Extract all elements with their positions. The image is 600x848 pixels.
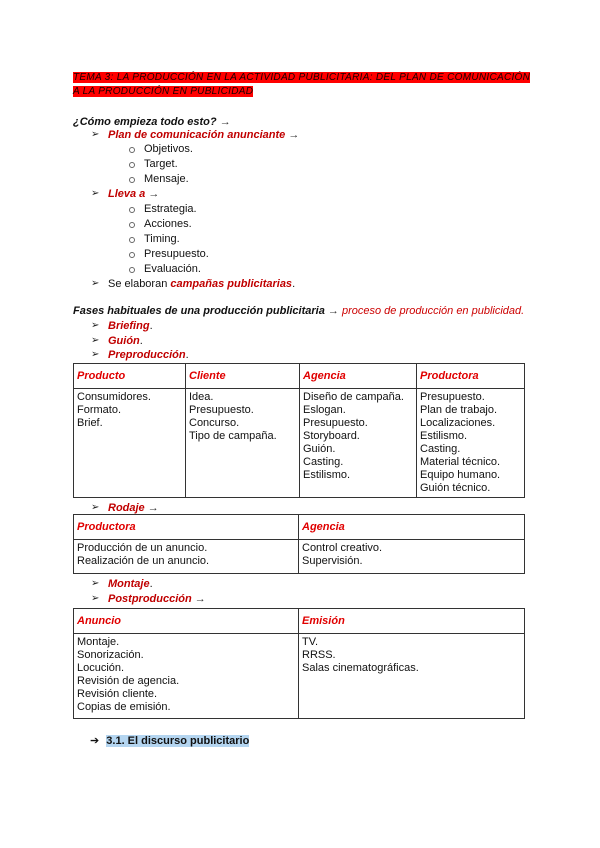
table-cell: Idea. Presupuesto. Concurso. Tipo de campaña. xyxy=(186,389,300,498)
table-header-row xyxy=(74,609,525,634)
circle-bullet-icon xyxy=(129,222,135,228)
right-arrow-icon: → xyxy=(148,188,160,200)
list-item: Timing. xyxy=(144,233,180,245)
heavy-right-arrow-icon: ➔ xyxy=(90,735,100,747)
circle-bullet-icon xyxy=(129,177,135,183)
section-heading-3-1[interactable]: 3.1. El discurso publicitario xyxy=(106,735,250,747)
bullet-arrow-icon: ➢ xyxy=(91,335,100,346)
bullet-arrow-icon: ➢ xyxy=(91,188,100,199)
step-briefing: Briefing. xyxy=(108,320,153,332)
list-item-plan: Plan de comunicación anunciante → xyxy=(108,129,300,141)
list-item: Target. xyxy=(144,158,178,170)
table-header-row xyxy=(74,364,525,389)
table-row xyxy=(74,540,525,574)
bullet-arrow-icon: ➢ xyxy=(91,593,100,604)
table-cell: Diseño de campaña. Eslogan. Presupuesto. Storyboard. Guión. Casting. Estilismo. xyxy=(300,389,417,498)
intro-question: ¿Cómo empieza todo esto? → xyxy=(73,116,231,128)
circle-bullet-icon xyxy=(129,267,135,273)
bullet-arrow-icon: ➢ xyxy=(91,278,100,289)
circle-bullet-icon xyxy=(129,237,135,243)
list-item: Evaluación. xyxy=(144,263,201,275)
table-header: Agencia xyxy=(300,364,417,389)
table-postproduccion xyxy=(73,608,525,719)
table-preproduccion xyxy=(73,363,525,498)
bullet-arrow-icon: ➢ xyxy=(91,502,100,513)
table-cell: TV. RRSS. Salas cinematográficas. xyxy=(299,634,525,719)
bullet-arrow-icon: ➢ xyxy=(91,320,100,331)
table-cell: Producción de un anuncio. Realización de un anuncio. xyxy=(74,540,299,574)
step-guion: Guión. xyxy=(108,335,143,347)
table-cell: Control creativo. Supervisión. xyxy=(299,540,525,574)
circle-bullet-icon xyxy=(129,162,135,168)
list-item: Presupuesto. xyxy=(144,248,209,260)
table-header: Agencia xyxy=(299,515,525,540)
table-header-row xyxy=(74,515,525,540)
table-row xyxy=(74,634,525,719)
right-arrow-icon: → xyxy=(147,502,159,514)
table-header: Anuncio xyxy=(74,609,299,634)
step-preproduccion: Preproducción. xyxy=(108,349,189,361)
circle-bullet-icon xyxy=(129,207,135,213)
table-cell: Presupuesto. Plan de trabajo. Localizaciones. Estilismo. Casting. Material técnico. Equipo humano. Guión técnico. xyxy=(417,389,525,498)
table-header: Emisión xyxy=(299,609,525,634)
next-section[interactable] xyxy=(90,734,249,748)
list-item: Estrategia. xyxy=(144,203,197,215)
title-line-1: TEMA 3: LA PRODUCCIÓN EN LA ACTIVIDAD PUBLICITARIA: DEL PLAN DE COMUNICACIÓN xyxy=(73,72,531,83)
list-item-lleva: Lleva a → xyxy=(108,188,160,200)
table-cell: Montaje. Sonorización. Locución. Revisión de agencia. Revisión cliente. Copias de emisión. xyxy=(74,634,299,719)
bullet-arrow-icon: ➢ xyxy=(91,349,100,360)
table-cell: Consumidores. Formato. Brief. xyxy=(74,389,186,498)
table-header: Productora xyxy=(74,515,299,540)
right-arrow-icon: → xyxy=(288,129,300,141)
step-rodaje: Rodaje → xyxy=(108,502,159,514)
table-rodaje xyxy=(73,514,525,574)
title-line-2: A LA PRODUCCIÓN EN PUBLICIDAD xyxy=(73,86,254,97)
bullet-arrow-icon: ➢ xyxy=(91,578,100,589)
table-row xyxy=(74,389,525,498)
list-item-elaboran: Se elaboran campañas publicitarias. xyxy=(108,278,296,290)
right-arrow-icon: → xyxy=(194,593,206,605)
table-header: Producto xyxy=(74,364,186,389)
list-item: Acciones. xyxy=(144,218,192,230)
step-montaje: Montaje. xyxy=(108,578,153,590)
circle-bullet-icon xyxy=(129,252,135,258)
list-item: Objetivos. xyxy=(144,143,193,155)
list-item: Mensaje. xyxy=(144,173,189,185)
document-title xyxy=(73,71,533,99)
fases-heading: Fases habituales de una producción publicitaria → proceso de producción en publicidad. xyxy=(73,305,525,317)
right-arrow-icon: → xyxy=(327,305,339,317)
table-header: Productora xyxy=(417,364,525,389)
right-arrow-icon: → xyxy=(219,116,231,128)
bullet-arrow-icon: ➢ xyxy=(91,129,100,140)
step-postproduccion: Postproducción → xyxy=(108,593,206,605)
table-header: Cliente xyxy=(186,364,300,389)
circle-bullet-icon xyxy=(129,147,135,153)
